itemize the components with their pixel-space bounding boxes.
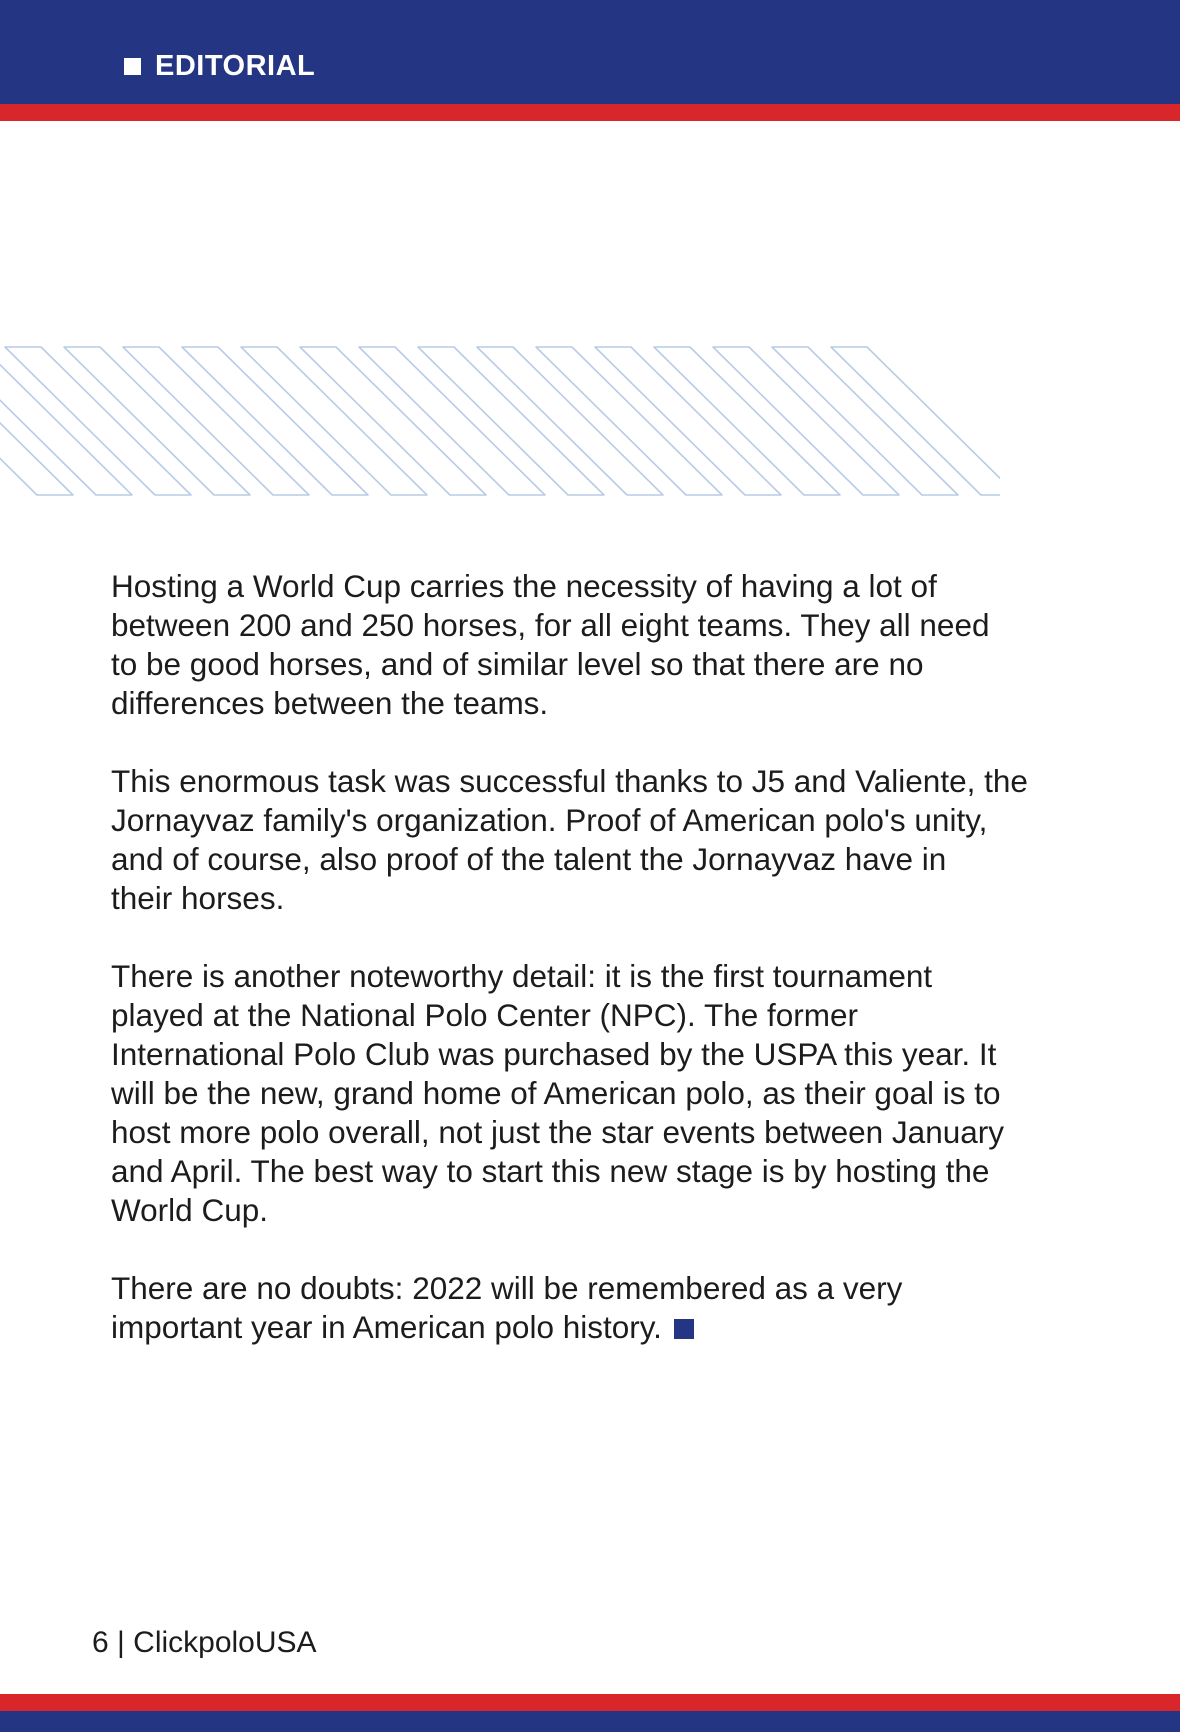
diagonal-stripe xyxy=(536,347,722,495)
diagonal-stripe xyxy=(831,347,1000,495)
section-label-text: EDITORIAL xyxy=(155,50,316,82)
diagonal-stripes-pattern xyxy=(0,346,1000,497)
text-line: Hosting a World Cup carries the necessity of having a lot of xyxy=(111,568,937,604)
text-line: There are no doubts: 2022 will be remembered as a very xyxy=(111,1270,903,1306)
article-paragraph xyxy=(111,957,1091,1230)
diagonal-stripe xyxy=(477,347,663,495)
text-line: There is another noteworthy detail: it is the first tournament xyxy=(111,958,933,994)
end-of-article-square-icon xyxy=(674,1319,694,1339)
diagonal-stripe xyxy=(241,347,427,495)
article-paragraph xyxy=(111,1269,1091,1347)
text-line xyxy=(111,1308,1091,1347)
text-line: and April. The best way to start this new stage is by hosting the xyxy=(111,1153,990,1189)
page-footer: 6 | ClickpoloUSA xyxy=(92,1626,317,1659)
article-paragraph xyxy=(111,762,1091,918)
text-line: and of course, also proof of the talent the Jornayvaz have in xyxy=(111,841,947,877)
text-line: Jornayvaz family's organization. Proof of American polo's unity, xyxy=(111,802,988,838)
diagonal-stripe xyxy=(713,347,899,495)
diagonal-stripe xyxy=(0,347,73,495)
text-line: This enormous task was successful thanks to J5 and Valiente, the xyxy=(111,763,1028,799)
text-line: International Polo Club was purchased by the USPA this year. It xyxy=(111,1036,997,1072)
text-line: differences between the teams. xyxy=(111,685,549,721)
diagonal-stripe xyxy=(418,347,604,495)
diagonal-stripe xyxy=(300,347,486,495)
diagonal-stripe xyxy=(772,347,958,495)
header-red-stripe xyxy=(0,104,1180,121)
footer-bar xyxy=(0,1711,1180,1732)
text-line-content: important year in American polo history. xyxy=(111,1309,662,1345)
diagonal-stripe xyxy=(0,347,132,495)
text-line: to be good horses, and of similar level so that there are no xyxy=(111,646,924,682)
diagonal-stripe xyxy=(182,347,368,495)
diagonal-stripe xyxy=(64,347,250,495)
text-line: will be the new, grand home of American polo, as their goal is to xyxy=(111,1075,1001,1111)
diagonal-stripe xyxy=(595,347,781,495)
text-line: between 200 and 250 horses, for all eight teams. They all need xyxy=(111,607,990,643)
text-line: played at the National Polo Center (NPC). The former xyxy=(111,997,859,1033)
section-label xyxy=(124,50,315,83)
diagonal-stripe xyxy=(359,347,545,495)
article-paragraph xyxy=(111,567,1091,723)
text-line: host more polo overall, not just the star events between January xyxy=(111,1114,1004,1150)
diagonal-stripe xyxy=(123,347,309,495)
square-bullet-icon xyxy=(124,58,141,75)
diagonal-stripe xyxy=(5,347,191,495)
footer-red-stripe xyxy=(0,1694,1180,1711)
diagonal-stripe xyxy=(654,347,840,495)
text-line: World Cup. xyxy=(111,1192,268,1228)
article-body xyxy=(111,567,1091,1386)
text-line: their horses. xyxy=(111,880,285,916)
